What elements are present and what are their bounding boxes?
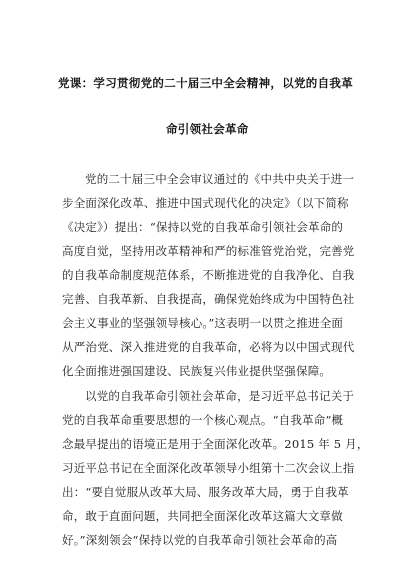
body-line: 好。”深刻领会“保持以党的自我革命引领社会革命的高	[62, 533, 338, 547]
body-line: 党的二十届三中全会审议通过的《中共中央关于进一	[85, 172, 355, 186]
body-line: 高度自觉，坚持用改革精神和严的标准管党治党，完善党	[62, 244, 355, 258]
body-line: 的自我革命制度规范体系，不断推进党的自我净化、自我	[62, 268, 355, 282]
body-line: 出：“要自觉服从改革大局、服务改革大局，勇于自我革	[62, 485, 349, 499]
body-line: 完善、自我革新、自我提高，确保党始终成为中国特色社	[62, 292, 355, 306]
document-title-line-1: 党课：学习贯彻党的二十届三中全会精神，以党的自我革	[58, 76, 353, 90]
document-title-line-2: 命引领社会革命	[166, 122, 249, 136]
body-line: 化全面推进强国建设、民族复兴伟业提供坚强保障。	[62, 364, 332, 378]
body-line: 步全面深化改革、推进中国式现代化的决定》（以下简称	[62, 196, 349, 210]
body-line: 从严治党、深入推进党的自我革命，必将为以中国式现代	[62, 340, 355, 354]
body-line: 习近平总书记在全面深化改革领导小组第十二次会议上指	[62, 461, 355, 475]
body-line: 党的自我革命重要思想的一个核心观点。“自我革命”概	[62, 413, 344, 427]
body-line: 命，敢于直面问题，共同把全面深化改革这篇大文章做	[62, 509, 343, 523]
body-line: 念最早提出的语境正是用于全面深化改革。2015 年 5 月，	[62, 437, 369, 451]
body-line: 以党的自我革命引领社会革命，是习近平总书记关于	[85, 389, 355, 403]
body-line: 会主义事业的坚强领导核心。”这表明一以贯之推进全面	[62, 316, 344, 330]
body-line: 《决定》）提出：“保持以党的自我革命引领社会革命的	[62, 220, 344, 234]
